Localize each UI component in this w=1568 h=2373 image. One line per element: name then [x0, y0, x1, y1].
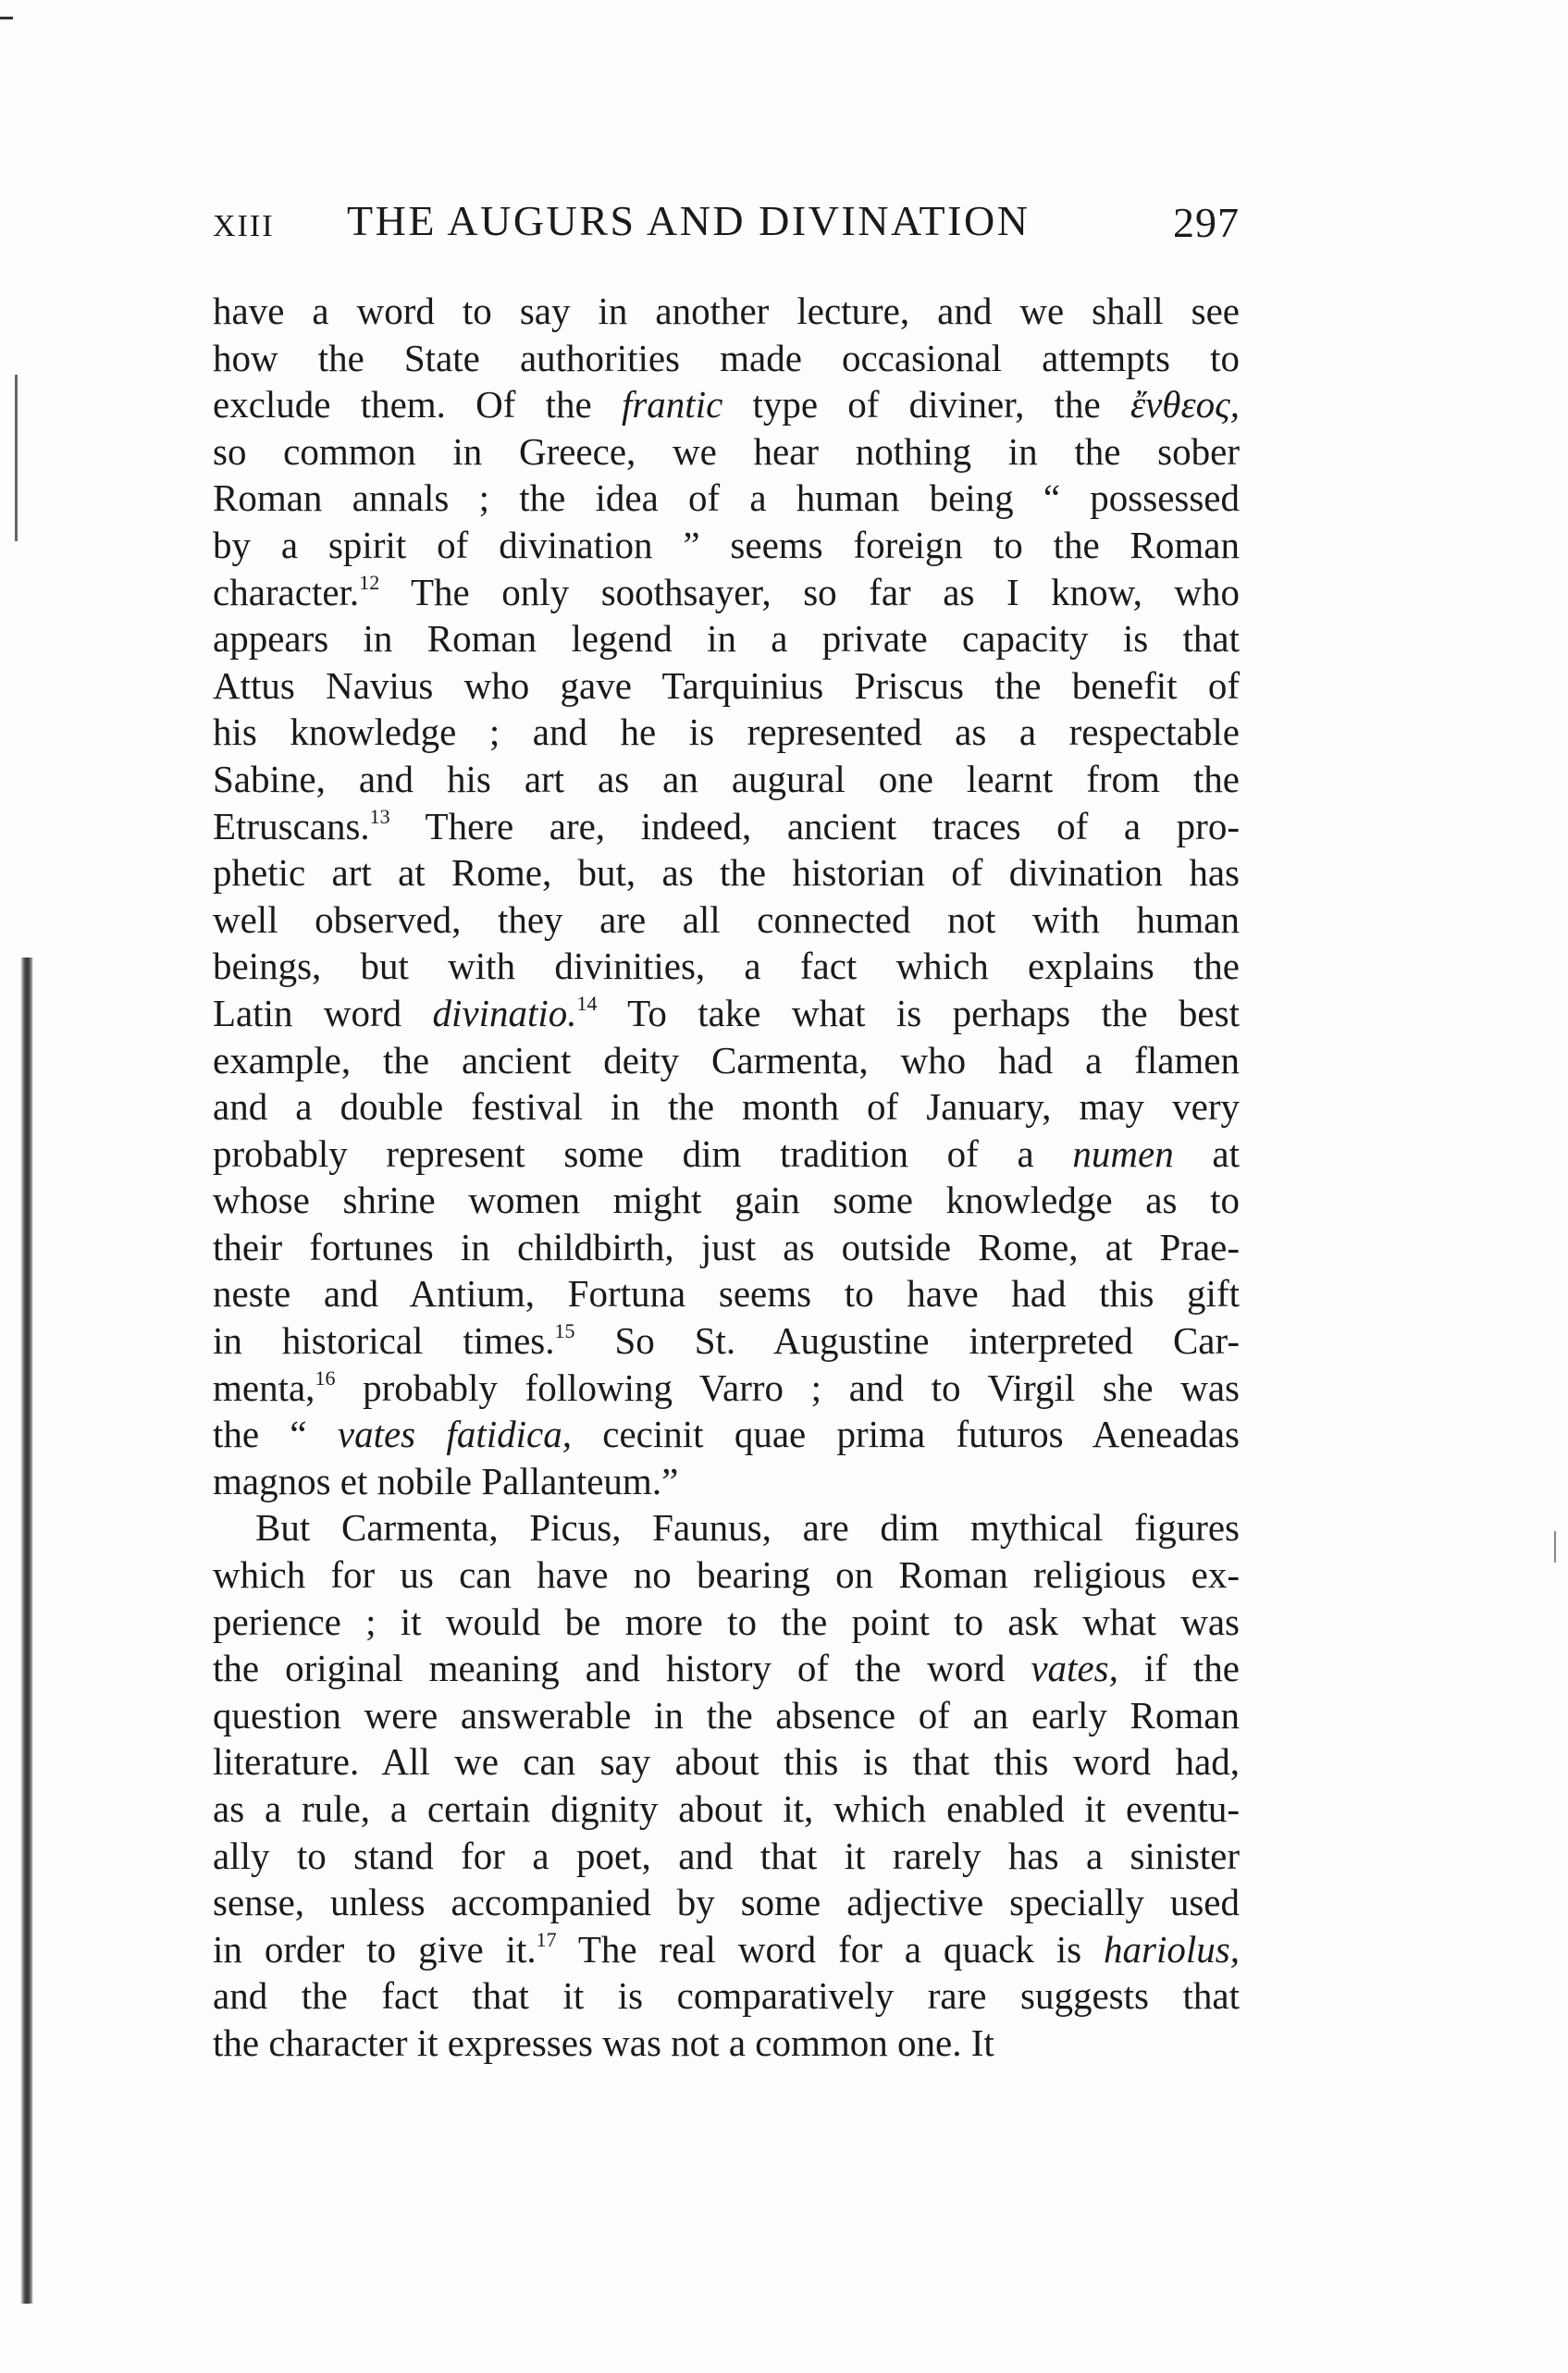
- text-line: [213, 335, 1240, 382]
- text-segment: So St. Augustine interpreted Car-: [574, 1319, 1240, 1363]
- text-line: [213, 709, 1240, 756]
- text-segment: the original meaning and history of the word: [213, 1647, 1031, 1690]
- italic-term: frantic: [621, 383, 723, 426]
- text-segment: and a double festival in the month of January, may very: [213, 1085, 1240, 1129]
- text-line: [213, 1458, 1240, 1505]
- text-segment: question were answerable in the absence of an early Roman: [213, 1693, 1240, 1736]
- text-segment: which for us can have no bearing on Roman religious ex-: [213, 1553, 1240, 1597]
- text-segment: by a spirit of divination ” seems foreign to the Roman: [213, 523, 1240, 566]
- text-segment: have a word to say in another lecture, and we shall see: [213, 290, 1240, 332]
- text-segment: well observed, they are all connected not with human: [213, 897, 1240, 941]
- scan-edge-mark: [1554, 1531, 1556, 1563]
- text-segment: exclude them. Of the: [213, 383, 622, 426]
- text-segment: the “: [213, 1413, 338, 1456]
- text-line: [213, 849, 1240, 896]
- text-segment: neste and Antium, Fortuna seems to have had this gift: [213, 1272, 1240, 1316]
- text-line: [213, 1270, 1240, 1317]
- text-line: [213, 1411, 1240, 1458]
- text-segment: in order to give it.: [213, 1927, 537, 1971]
- text-line: [213, 381, 1240, 428]
- text-line: [213, 569, 1240, 616]
- text-line: [213, 1365, 1240, 1412]
- text-segment: Latin word: [213, 991, 433, 1034]
- italic-term: ἔνθεος,: [1130, 383, 1240, 426]
- scan-corner-mark: [0, 17, 13, 19]
- text-segment: probably following Varro ; and to Virgil she was: [335, 1366, 1240, 1409]
- footnote-reference[interactable]: 16: [315, 1366, 336, 1390]
- text-line: [213, 1037, 1240, 1084]
- text-line: [213, 756, 1240, 803]
- text-segment: To take what is perhaps the best: [597, 991, 1240, 1034]
- footnote-reference[interactable]: 12: [359, 570, 380, 594]
- text-line: [213, 2020, 1240, 2067]
- text-segment: probably represent some dim tradition of a: [213, 1131, 1073, 1175]
- text-line: [213, 1317, 1240, 1365]
- text-segment: Roman annals ; the idea of a human being “ possessed: [213, 476, 1240, 520]
- text-segment: example, the ancient deity Carmenta, who had a flamen: [213, 1038, 1240, 1081]
- text-line: [213, 1131, 1240, 1178]
- body-text: [213, 288, 1240, 2067]
- text-line: [213, 1083, 1240, 1131]
- text-line: [213, 1833, 1240, 1880]
- text-line: [213, 943, 1240, 990]
- text-segment: if the: [1117, 1647, 1240, 1690]
- text-segment: as a rule, a certain dignity about it, which enabled it eventu-: [213, 1787, 1240, 1830]
- text-segment: and the fact that it is comparatively rare suggests that: [213, 1974, 1240, 2018]
- italic-term: vates,: [1031, 1647, 1118, 1690]
- text-line: [213, 1224, 1240, 1271]
- footnote-reference[interactable]: 17: [536, 1927, 557, 1951]
- text-line: [213, 1645, 1240, 1692]
- text-segment: The only soothsayer, so far as I know, who: [379, 570, 1240, 613]
- footnote-reference[interactable]: 15: [554, 1319, 575, 1343]
- text-segment: Sabine, and his art as an augural one learnt from the: [213, 757, 1240, 800]
- scan-binding-shadow: [20, 958, 33, 2304]
- text-segment: Attus Navius who gave Tarquinius Priscus the benefit of: [213, 663, 1240, 707]
- page-number: 297: [1173, 199, 1240, 246]
- text-line: [213, 475, 1240, 522]
- text-segment: literature. All we can say about this is that this word had,: [213, 1740, 1240, 1784]
- running-header: [213, 196, 1240, 252]
- text-line: [213, 1504, 1240, 1551]
- text-segment: Etruscans.: [213, 804, 370, 847]
- text-segment: in historical times.: [213, 1319, 555, 1363]
- text-segment: beings, but with divinities, a fact which explains the: [213, 945, 1240, 988]
- running-title: THE AUGURS AND DIVINATION: [347, 197, 1031, 244]
- text-segment: the character it expresses was not a common one. It: [213, 2021, 994, 2064]
- text-segment: so common in Greece, we hear nothing in the sober: [213, 429, 1240, 473]
- text-segment: his knowledge ; and he is represented as a respectable: [213, 711, 1240, 754]
- text-line: [213, 1551, 1240, 1599]
- chapter-number: XIII: [213, 209, 275, 243]
- text-line: [213, 288, 1240, 335]
- text-line: [213, 1177, 1240, 1224]
- text-line: [213, 1926, 1240, 1973]
- italic-term: vates fatidica,: [337, 1413, 572, 1456]
- text-line: [213, 990, 1240, 1037]
- text-segment: magnos et nobile Pallanteum.”: [213, 1459, 679, 1502]
- footnote-reference[interactable]: 14: [576, 991, 598, 1015]
- italic-term: divinatio.: [432, 991, 577, 1034]
- text-segment: character.: [213, 570, 360, 613]
- text-line: [213, 522, 1240, 569]
- text-line: [213, 615, 1240, 662]
- text-segment: ally to stand for a poet, and that it rarely has a sinister: [213, 1834, 1240, 1877]
- footnote-reference[interactable]: 13: [369, 804, 390, 828]
- text-line: [213, 662, 1240, 710]
- text-segment: sense, unless accompanied by some adjective specially used: [213, 1881, 1240, 1924]
- text-segment: But Carmenta, Picus, Faunus, are dim mythical figures: [255, 1506, 1240, 1550]
- text-line: [213, 896, 1240, 944]
- text-line: [213, 428, 1240, 476]
- text-line: [213, 1972, 1240, 2020]
- text-segment: cecinit quae prima futuros Aeneadas: [571, 1413, 1240, 1456]
- text-segment: perience ; it would be more to the point to ask what was: [213, 1600, 1240, 1643]
- text-line: [213, 1599, 1240, 1646]
- text-line: [213, 803, 1240, 850]
- text-segment: The real word for a quack is: [556, 1927, 1105, 1971]
- text-line: [213, 1738, 1240, 1786]
- text-segment: how the State authorities made occasional attempts to: [213, 336, 1240, 379]
- text-segment: appears in Roman legend in a private capacity is that: [213, 617, 1240, 661]
- italic-term: numen: [1072, 1131, 1174, 1175]
- italic-term: hariolus,: [1104, 1927, 1240, 1971]
- text-line: [213, 1879, 1240, 1926]
- scan-binding-shadow-top: [15, 375, 18, 541]
- text-segment: menta,: [213, 1366, 315, 1409]
- text-segment: type of diviner, the: [722, 383, 1130, 426]
- text-segment: phetic art at Rome, but, as the historian of divination has: [213, 851, 1240, 895]
- text-segment: There are, indeed, ancient traces of a pro-: [389, 804, 1240, 847]
- text-segment: their fortunes in childbirth, just as outside Rome, at Prae-: [213, 1225, 1240, 1268]
- text-line: [213, 1786, 1240, 1833]
- text-line: [213, 1692, 1240, 1739]
- text-segment: at: [1173, 1131, 1240, 1175]
- text-segment: whose shrine women might gain some knowledge as to: [213, 1179, 1240, 1222]
